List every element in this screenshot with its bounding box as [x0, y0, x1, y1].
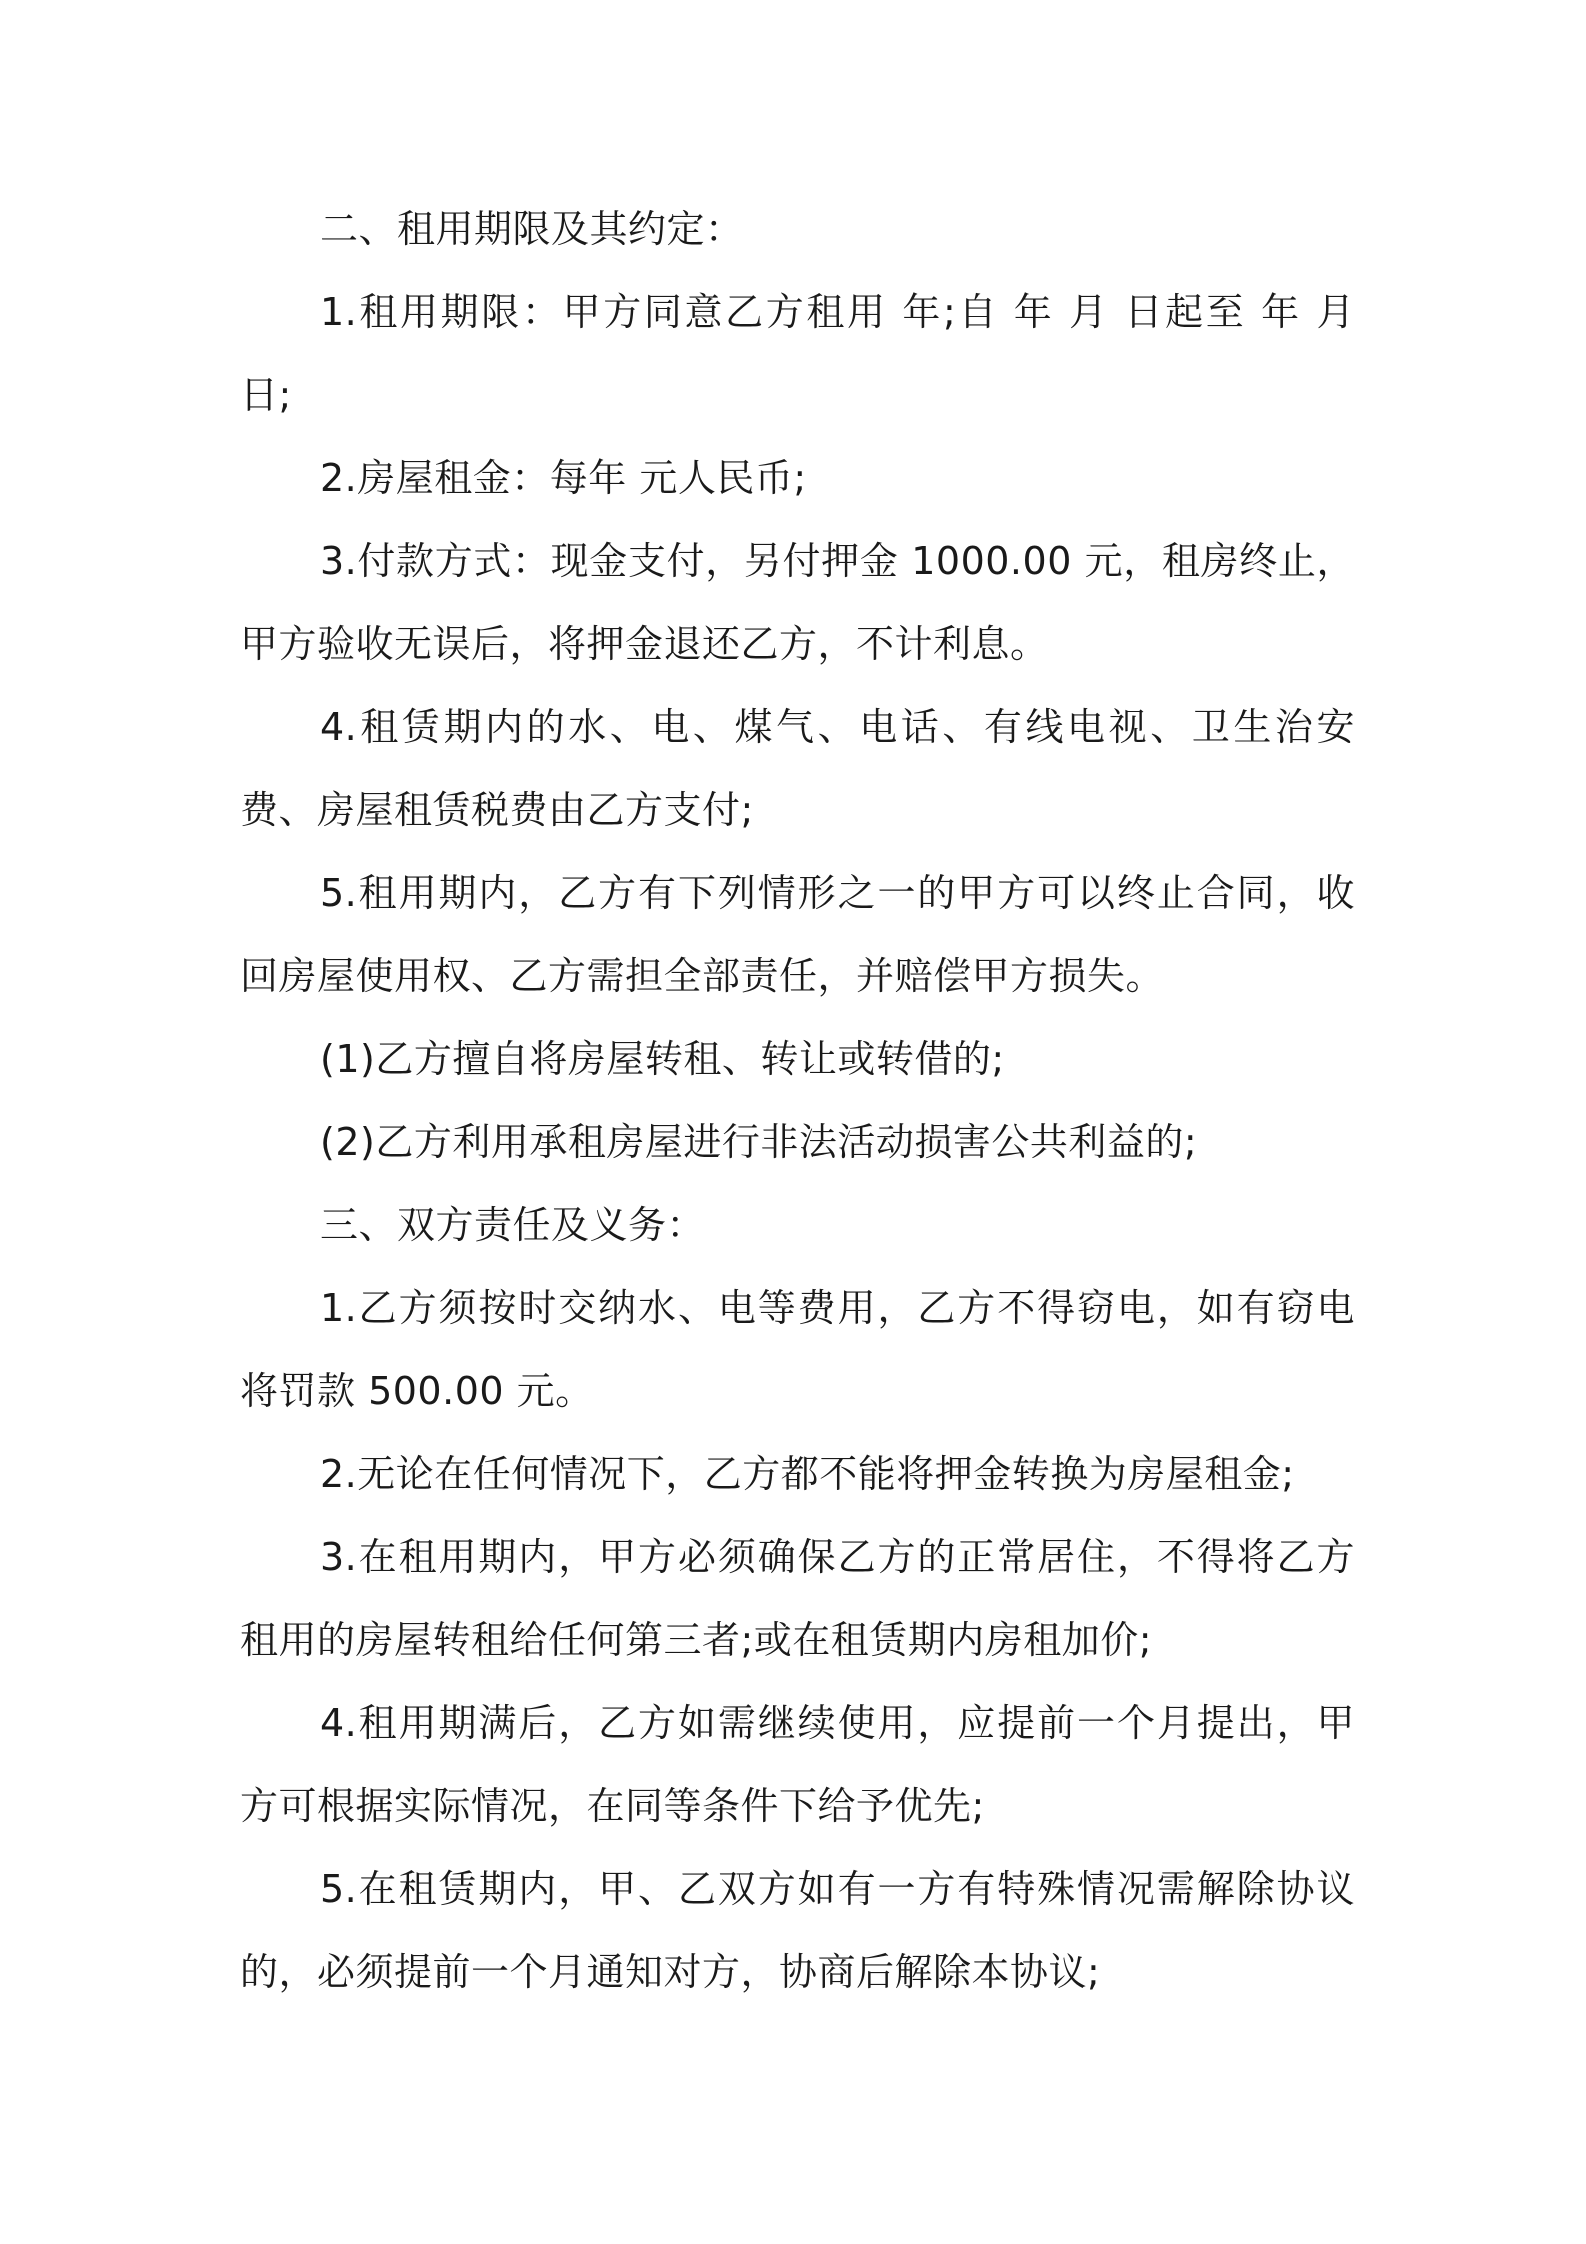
clause-sublet: (1)乙方擅自将房屋转租、转让或转借的;: [320, 1037, 1005, 1081]
duty-cancellation: 5.在租赁期内，甲、乙双方如有一方有特殊情况需解除协议的，必须提前一个月通知对方，协商后解除本协议;: [240, 1867, 1355, 1994]
section-heading-2: 二、租用期限及其约定：: [320, 207, 744, 251]
document-page: [240, 188, 1355, 2014]
clause-term: 1.租用期限：甲方同意乙方租用 年;自 年 月 日起至 年 月 日;: [240, 290, 1355, 417]
clause-termination: 5.租用期内，乙方有下列情形之一的甲方可以终止合同，收回房屋使用权、乙方需担全部责任，并赔偿甲方损失。: [240, 871, 1355, 998]
clause-utilities: 4.租赁期内的水、电、煤气、电话、有线电视、卫生治安费、房屋租赁税费由乙方支付;: [240, 705, 1355, 832]
section-heading-3: 三、双方责任及义务：: [320, 1203, 706, 1247]
clause-rent: 2.房屋租金：每年 元人民币;: [320, 456, 807, 500]
duty-fees: 1.乙方须按时交纳水、电等费用，乙方不得窃电，如有窃电将罚款 500.00 元。: [240, 1286, 1355, 1413]
clause-illegal-use: (2)乙方利用承租房屋进行非法活动损害公共利益的;: [320, 1120, 1198, 1164]
clause-payment: 3.付款方式：现金支付，另付押金 1000.00 元，租房终止，甲方验收无误后，将押金退还乙方，不计利息。: [240, 539, 1355, 666]
duty-deposit: 2.无论在任何情况下，乙方都不能将押金转换为房屋租金;: [320, 1452, 1295, 1496]
duty-residence: 3.在租用期内，甲方必须确保乙方的正常居住，不得将乙方租用的房屋转租给任何第三者;或在租赁期内房租加价;: [240, 1535, 1355, 1662]
duty-renewal: 4.租用期满后，乙方如需继续使用，应提前一个月提出，甲方可根据实际情况，在同等条件下给予优先;: [240, 1701, 1355, 1828]
